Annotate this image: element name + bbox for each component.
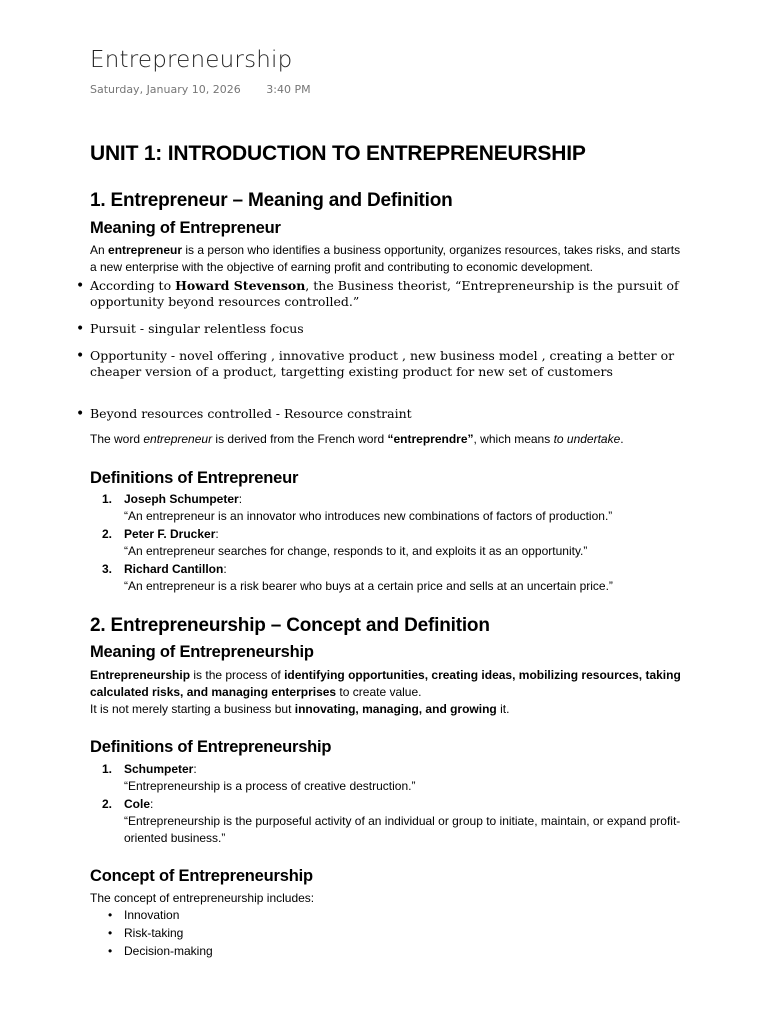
definitions-entrepreneur-heading: Definitions of Entrepreneur [90, 469, 299, 487]
definition-quote: “An entrepreneur is an innovator who introduces new combinations of factors of production.” [124, 509, 613, 523]
text-run: Beyond resources controlled - Resource constraint [90, 406, 412, 421]
definition-item: 2. Cole: “Entrepreneurship is the purposeful activity of an individual or group to initiate, maintain, or expand profit-oriented business.” [102, 797, 681, 845]
definitions-entrepreneurship-heading: Definitions of Entrepreneurship [90, 738, 332, 756]
text-run: Decision-making [124, 944, 213, 958]
definition-item: 1. Joseph Schumpeter: “An entrepreneur is an innovator who introduces new combinations of factors of production.” [102, 492, 613, 523]
text-run: Pursuit - singular relentless focus [90, 321, 304, 336]
bullet-dot: • [108, 944, 113, 958]
definition-item: 1. Schumpeter: “Entrepreneurship is a process of creative destruction.” [102, 762, 416, 793]
unit-heading: UNIT 1: INTRODUCTION TO ENTREPRENEURSHIP [90, 142, 586, 165]
bullet-stevenson [76, 278, 690, 310]
concept-list-item [108, 942, 213, 960]
text-run: it. [496, 702, 510, 716]
list-number: 2. [102, 797, 113, 811]
meaning-entrepreneurship-text [90, 667, 690, 701]
text-run: Risk-taking [124, 926, 184, 940]
definition-author: Richard Cantillon [124, 562, 224, 576]
text-run: to create value. [336, 685, 422, 699]
list-number: 1. [102, 492, 113, 506]
text-run: , the Business theorist, “Entrepreneurship is the pursuit of opportunity beyond resources controlled.” [90, 278, 679, 309]
definition-quote: “An entrepreneur searches for change, responds to it, and exploits it as an opportunity.” [124, 544, 588, 558]
definition-quote: “Entrepreneurship is a process of creative destruction.” [124, 779, 416, 793]
bullet-dot: • [108, 908, 113, 922]
list-number: 1. [102, 762, 113, 776]
definition-item: 3. Richard Cantillon: “An entrepreneur is a risk bearer who buys at a certain price and sells at an uncertain price.” [102, 562, 613, 593]
note-title[interactable]: Entrepreneurship [90, 47, 293, 73]
definition-quote: “Entrepreneurship is the purposeful activity of an individual or group to initiate, maintain, or expand profit-oriented business.” [124, 814, 681, 845]
text-run: Opportunity - novel offering , innovative product , new business model , creating a better or cheaper version of a product, targetting existing product for new set of customers [90, 348, 675, 379]
definition-item: 2. Peter F. Drucker: “An entrepreneur searches for change, responds to it, and exploits it as an opportunity.” [102, 527, 588, 558]
bullet-dot: • [108, 926, 113, 940]
note-meta [90, 83, 333, 96]
text-bold: Howard Stevenson [175, 278, 306, 293]
word-origin-text [90, 431, 690, 448]
meaning-entrepreneurship-text2 [90, 701, 690, 718]
text-italic: entrepreneur [143, 432, 213, 446]
text-bold: “entreprendre” [387, 432, 474, 446]
text-run: is the process of [190, 668, 285, 682]
text-run: , which means [473, 432, 554, 446]
text-run: It is not merely starting a business but [90, 702, 295, 716]
text-bold: Entrepreneurship [90, 668, 191, 682]
bullet-resources [76, 406, 690, 422]
text-italic: to undertake [553, 432, 621, 446]
meaning-entrepreneur-heading: Meaning of Entrepreneur [90, 219, 281, 237]
note-time: 3:40 PM [266, 83, 311, 96]
meaning-entrepreneur-text [90, 242, 690, 276]
text-run: An [90, 243, 109, 257]
bullet-dot: • [76, 348, 85, 364]
note-date: Saturday, January 10, 2026 [90, 83, 241, 96]
list-number: 2. [102, 527, 113, 541]
concept-list-item [108, 924, 184, 942]
text-run: Innovation [124, 908, 180, 922]
bullet-pursuit [76, 321, 690, 337]
text-run: The word [90, 432, 144, 446]
concept-list-item [108, 906, 180, 924]
bullet-dot: • [76, 406, 85, 422]
concept-intro: The concept of entrepreneurship includes: [90, 891, 315, 905]
definition-author: Joseph Schumpeter [124, 492, 239, 506]
definition-author: Cole [124, 797, 151, 811]
section2-heading: 2. Entrepreneurship – Concept and Definition [90, 615, 490, 636]
text-bold: identifying opportunities, creating ideas, mobilizing resources, taking calculated risks, and managing enterprises [90, 668, 681, 699]
concept-heading: Concept of Entrepreneurship [90, 867, 313, 885]
meaning-entrepreneurship-heading: Meaning of Entrepreneurship [90, 643, 314, 661]
bullet-dot: • [76, 321, 85, 337]
text-bold: innovating, managing, and growing [294, 702, 497, 716]
bullet-opportunity [76, 348, 690, 380]
text-bold: entrepreneur [108, 243, 183, 257]
text-run: is derived from the French word [212, 432, 388, 446]
definition-author: Peter F. Drucker [124, 527, 216, 541]
list-number: 3. [102, 562, 113, 576]
bullet-dot: • [76, 278, 85, 294]
text-run: According to [90, 278, 176, 293]
definition-quote: “An entrepreneur is a risk bearer who buys at a certain price and sells at an uncertain price.” [124, 579, 613, 593]
definition-author: Schumpeter [124, 762, 194, 776]
text-run: is a person who identifies a business opportunity, organizes resources, takes risks, and starts a new enterprise with the objective of earning profit and contributing to economic development. [90, 243, 681, 274]
text-run: . [620, 432, 624, 446]
section1-heading: 1. Entrepreneur – Meaning and Definition [90, 190, 453, 211]
